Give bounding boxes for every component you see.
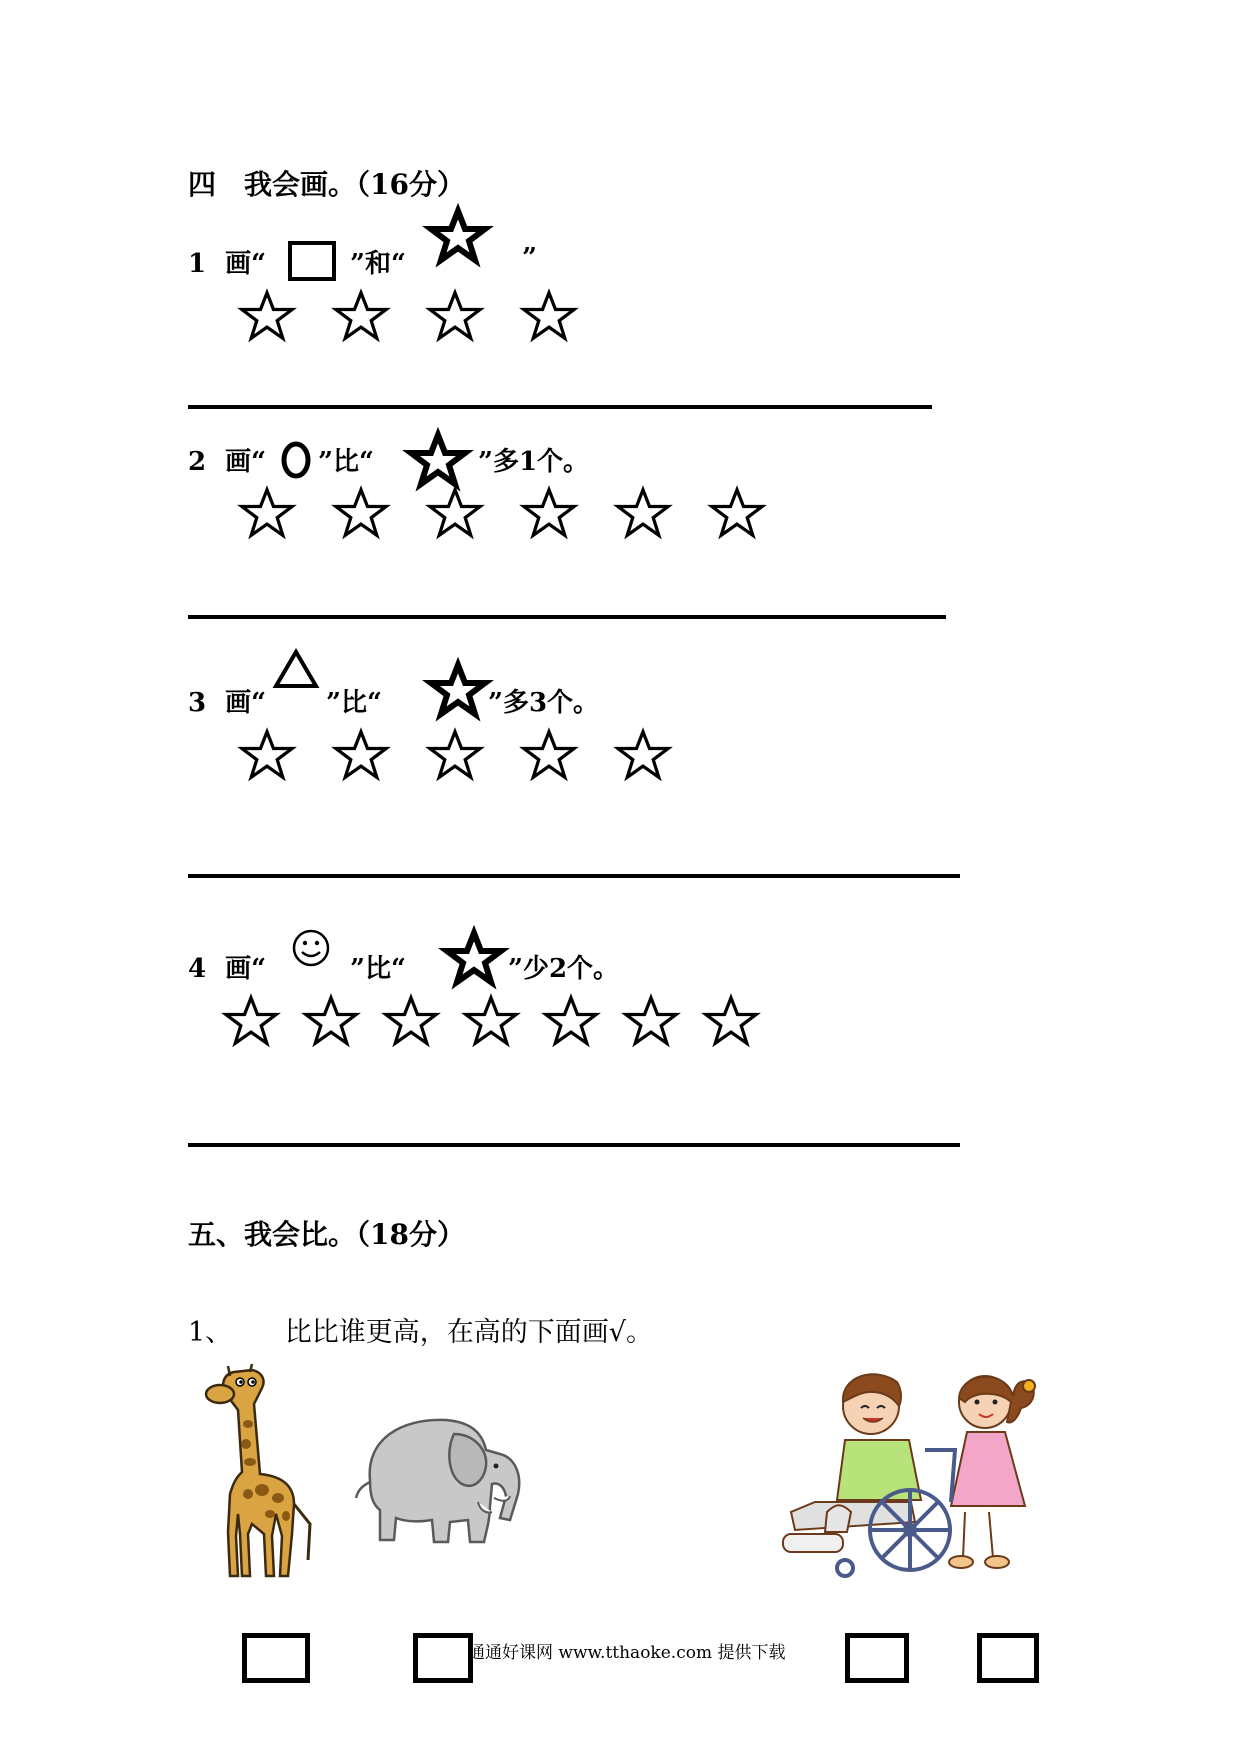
answer-box-elephant[interactable] <box>413 1633 473 1683</box>
answer-box-giraffe[interactable] <box>242 1633 310 1683</box>
q2-star-row <box>238 487 766 539</box>
star-icon <box>542 995 600 1047</box>
star-icon <box>520 487 578 539</box>
q4-tail <box>508 948 619 985</box>
q4-compare: 比 <box>364 954 391 984</box>
star-icon <box>702 995 760 1047</box>
star-icon <box>332 290 390 342</box>
q1-and: 和 <box>364 249 391 279</box>
star-icon <box>428 662 488 718</box>
star-icon <box>302 995 360 1047</box>
triangle-icon <box>272 648 320 690</box>
q3-tail-text: 多3个。 <box>502 688 600 718</box>
q2-open-quote-1: “ <box>251 447 267 477</box>
circle-icon <box>280 440 312 480</box>
q3-verb: 画 <box>225 688 252 718</box>
star-icon <box>426 487 484 539</box>
smiley-icon <box>291 928 331 968</box>
star-icon <box>428 208 488 264</box>
star-icon <box>426 729 484 781</box>
q3-star-row <box>238 729 672 781</box>
q4-mid <box>350 948 406 985</box>
q1-verb: 画 <box>225 249 252 279</box>
s5-q1-text: 比比谁更高，在高的下面画√。 <box>284 1317 653 1348</box>
star-icon <box>520 729 578 781</box>
answer-box-boy[interactable] <box>845 1633 909 1683</box>
star-icon <box>426 290 484 342</box>
q2-verb: 画 <box>225 447 252 477</box>
question-4 <box>188 948 266 985</box>
star-icon <box>708 487 766 539</box>
q2-close-quote-2: ” <box>478 447 493 477</box>
children-wheelchair-image <box>775 1362 1050 1580</box>
answer-line-4 <box>188 1143 960 1147</box>
q1-open-quote-2: “ <box>390 249 406 279</box>
q2-compare: 比 <box>332 447 359 477</box>
star-icon <box>444 930 504 986</box>
section-5-question-1 <box>188 1310 653 1349</box>
q1-star-row <box>238 290 578 342</box>
s5-q1-number: 1、 <box>188 1317 233 1348</box>
q2-open-quote-2: “ <box>358 447 374 477</box>
star-icon <box>520 290 578 342</box>
q4-star-row <box>222 995 760 1047</box>
q1-mid <box>350 243 406 280</box>
q3-number: 3 <box>188 688 207 718</box>
star-icon <box>222 995 280 1047</box>
q2-number: 2 <box>188 447 207 477</box>
star-icon <box>462 995 520 1047</box>
q3-compare: 比 <box>340 688 367 718</box>
elephant-image <box>350 1410 530 1550</box>
footer-source: 通通好课网 www.tthaoke.com 提供下载 <box>468 1643 786 1663</box>
q4-open-quote-2: “ <box>390 954 406 984</box>
question-3 <box>188 682 266 719</box>
q2-close-quote-1: ” <box>318 447 333 477</box>
square-icon <box>288 241 336 281</box>
q1-number: 1 <box>188 249 207 279</box>
q2-tail-text: 多1个。 <box>492 447 590 477</box>
question-1 <box>188 243 266 280</box>
q4-verb: 画 <box>225 954 252 984</box>
q3-mid <box>326 682 382 719</box>
star-icon <box>238 487 296 539</box>
q4-number: 4 <box>188 954 207 984</box>
section-5-title: 五、我会比。（18分） <box>188 1218 465 1251</box>
star-icon <box>238 729 296 781</box>
q2-tail <box>478 441 589 478</box>
question-2 <box>188 441 266 478</box>
star-icon <box>382 995 440 1047</box>
q3-tail <box>488 682 599 719</box>
q4-close-quote-2: ” <box>508 954 523 984</box>
q3-close-quote-1: ” <box>326 688 341 718</box>
q3-close-quote-2: ” <box>488 688 503 718</box>
section-4-title: 四 我会画。（16分） <box>188 168 465 201</box>
q1-close-quote-2: ” <box>522 243 537 273</box>
q3-open-quote-1: “ <box>251 688 267 718</box>
answer-line-2 <box>188 615 946 619</box>
star-icon <box>238 290 296 342</box>
q1-open-quote-1: “ <box>251 249 267 279</box>
answer-line-3 <box>188 874 960 878</box>
star-icon <box>332 729 390 781</box>
q1-close-quote-1: ” <box>350 249 365 279</box>
star-icon <box>614 487 672 539</box>
answer-line-1 <box>188 405 932 409</box>
star-icon <box>408 432 468 488</box>
star-icon <box>332 487 390 539</box>
q4-tail-text: 少2个。 <box>522 954 620 984</box>
answer-box-girl[interactable] <box>977 1633 1039 1683</box>
q4-close-quote-1: ” <box>350 954 365 984</box>
q4-open-quote-1: “ <box>251 954 267 984</box>
star-icon <box>622 995 680 1047</box>
giraffe-image <box>190 1364 318 1584</box>
star-icon <box>614 729 672 781</box>
q3-open-quote-2: “ <box>366 688 382 718</box>
q2-mid <box>318 441 374 478</box>
